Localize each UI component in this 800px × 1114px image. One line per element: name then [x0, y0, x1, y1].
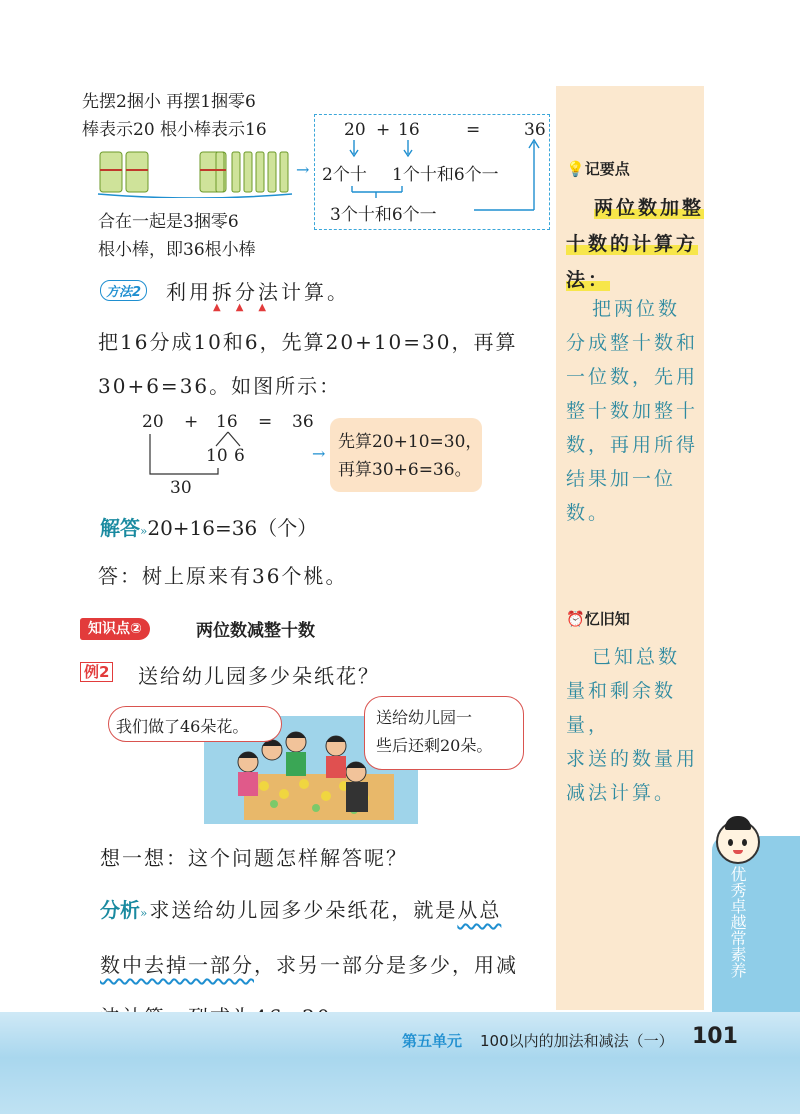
recall-body: 已知总数 量和剩余数量， 求送的数量用 减法计算。 — [566, 646, 699, 804]
think-prompt: 想一想：这个问题怎样解答呢？ — [100, 846, 408, 870]
footer-unit: 第五单元 — [402, 1032, 463, 1050]
row3-sum: 3个十和6个一 — [330, 205, 437, 225]
diag-plus: + — [184, 412, 199, 432]
lightbulb-icon: 💡 — [566, 160, 585, 178]
knowledge-badge: 知识点② — [80, 618, 150, 640]
method2-paragraph: 把16分成10和6，先算20+10=30，再算 30+6=36。如图所示： — [98, 330, 518, 398]
diag-result: 36 — [292, 412, 314, 432]
eq-plus: + — [376, 120, 391, 140]
method2-title: 利用拆分法计算。 — [166, 280, 350, 304]
arrow-right-icon: → — [296, 160, 310, 179]
key-points-body: 把两位数 分成整十数和 一位数，先用 整十数加整十 数，再用所得 结果加一位数。 — [566, 298, 699, 524]
analysis-paragraph: 分析»求送给幼儿园多少朵纸花，就是从总 数中去掉一部分，求另一部分是多少，用减 — [100, 898, 518, 977]
eq-a: 20 — [344, 120, 366, 140]
eq-equals: = — [466, 120, 481, 140]
key-points-highlight: 两位数加整 — [594, 197, 705, 219]
vertical-slogan: 优秀卓越常素养 — [728, 866, 747, 978]
diag-a: 20 — [142, 412, 164, 432]
key-points-heading: 💡记要点 — [566, 160, 630, 178]
example-question: 送给幼儿园多少朵纸花？ — [138, 664, 380, 688]
sum-30: 30 — [170, 478, 192, 498]
key-points-highlight-2: 十数的计算方 法： — [566, 233, 699, 291]
method2-badge: 方法2 — [100, 280, 147, 301]
speech-right-text: 送给幼儿园一 些后还剩20朵。 — [376, 708, 493, 755]
knowledge-title: 两位数减整十数 — [196, 621, 315, 641]
row2-tens-ones: 1个十和6个一 — [392, 165, 499, 185]
footer-chapter: 100以内的加法和减法（一） — [480, 1032, 674, 1050]
split-6: 6 — [234, 446, 245, 466]
answer-line: 解答»20+16=36（个） — [100, 516, 318, 540]
page-number: 101 — [692, 1024, 738, 1049]
mascot-face-icon — [716, 820, 760, 864]
eq-b: 16 — [398, 120, 420, 140]
row2-tens: 2个十 — [322, 165, 367, 185]
answer-reply: 答：树上原来有36个桃。 — [98, 564, 348, 588]
diag-b: 16 — [216, 412, 238, 432]
eq-result: 36 — [524, 120, 546, 140]
recall-heading: ⏰忆旧知 — [566, 610, 630, 628]
footer-wave-band — [0, 1012, 800, 1114]
arrow-right-icon-2: → — [312, 444, 326, 463]
method1-left-text: 先摆2捆小 再摆1捆零6 棒表示20 根小棒表示16 — [82, 92, 267, 140]
example-badge: 例2 — [80, 662, 113, 682]
method1-combine-text: 合在一起是3捆零6 根小棒，即36根小棒 — [98, 212, 256, 260]
diag-eq: = — [258, 412, 273, 432]
speech-left-text: 我们做了46朵花。 — [116, 717, 249, 736]
split-10: 10 — [206, 446, 228, 466]
method2-note-text: 先算20+10=30， 再算30+6=36。 — [338, 432, 483, 480]
stick-bundles-illustration — [96, 148, 296, 198]
emphasis-dots: ▲▲▲ — [213, 302, 282, 313]
alarm-clock-icon: ⏰ — [566, 610, 585, 628]
